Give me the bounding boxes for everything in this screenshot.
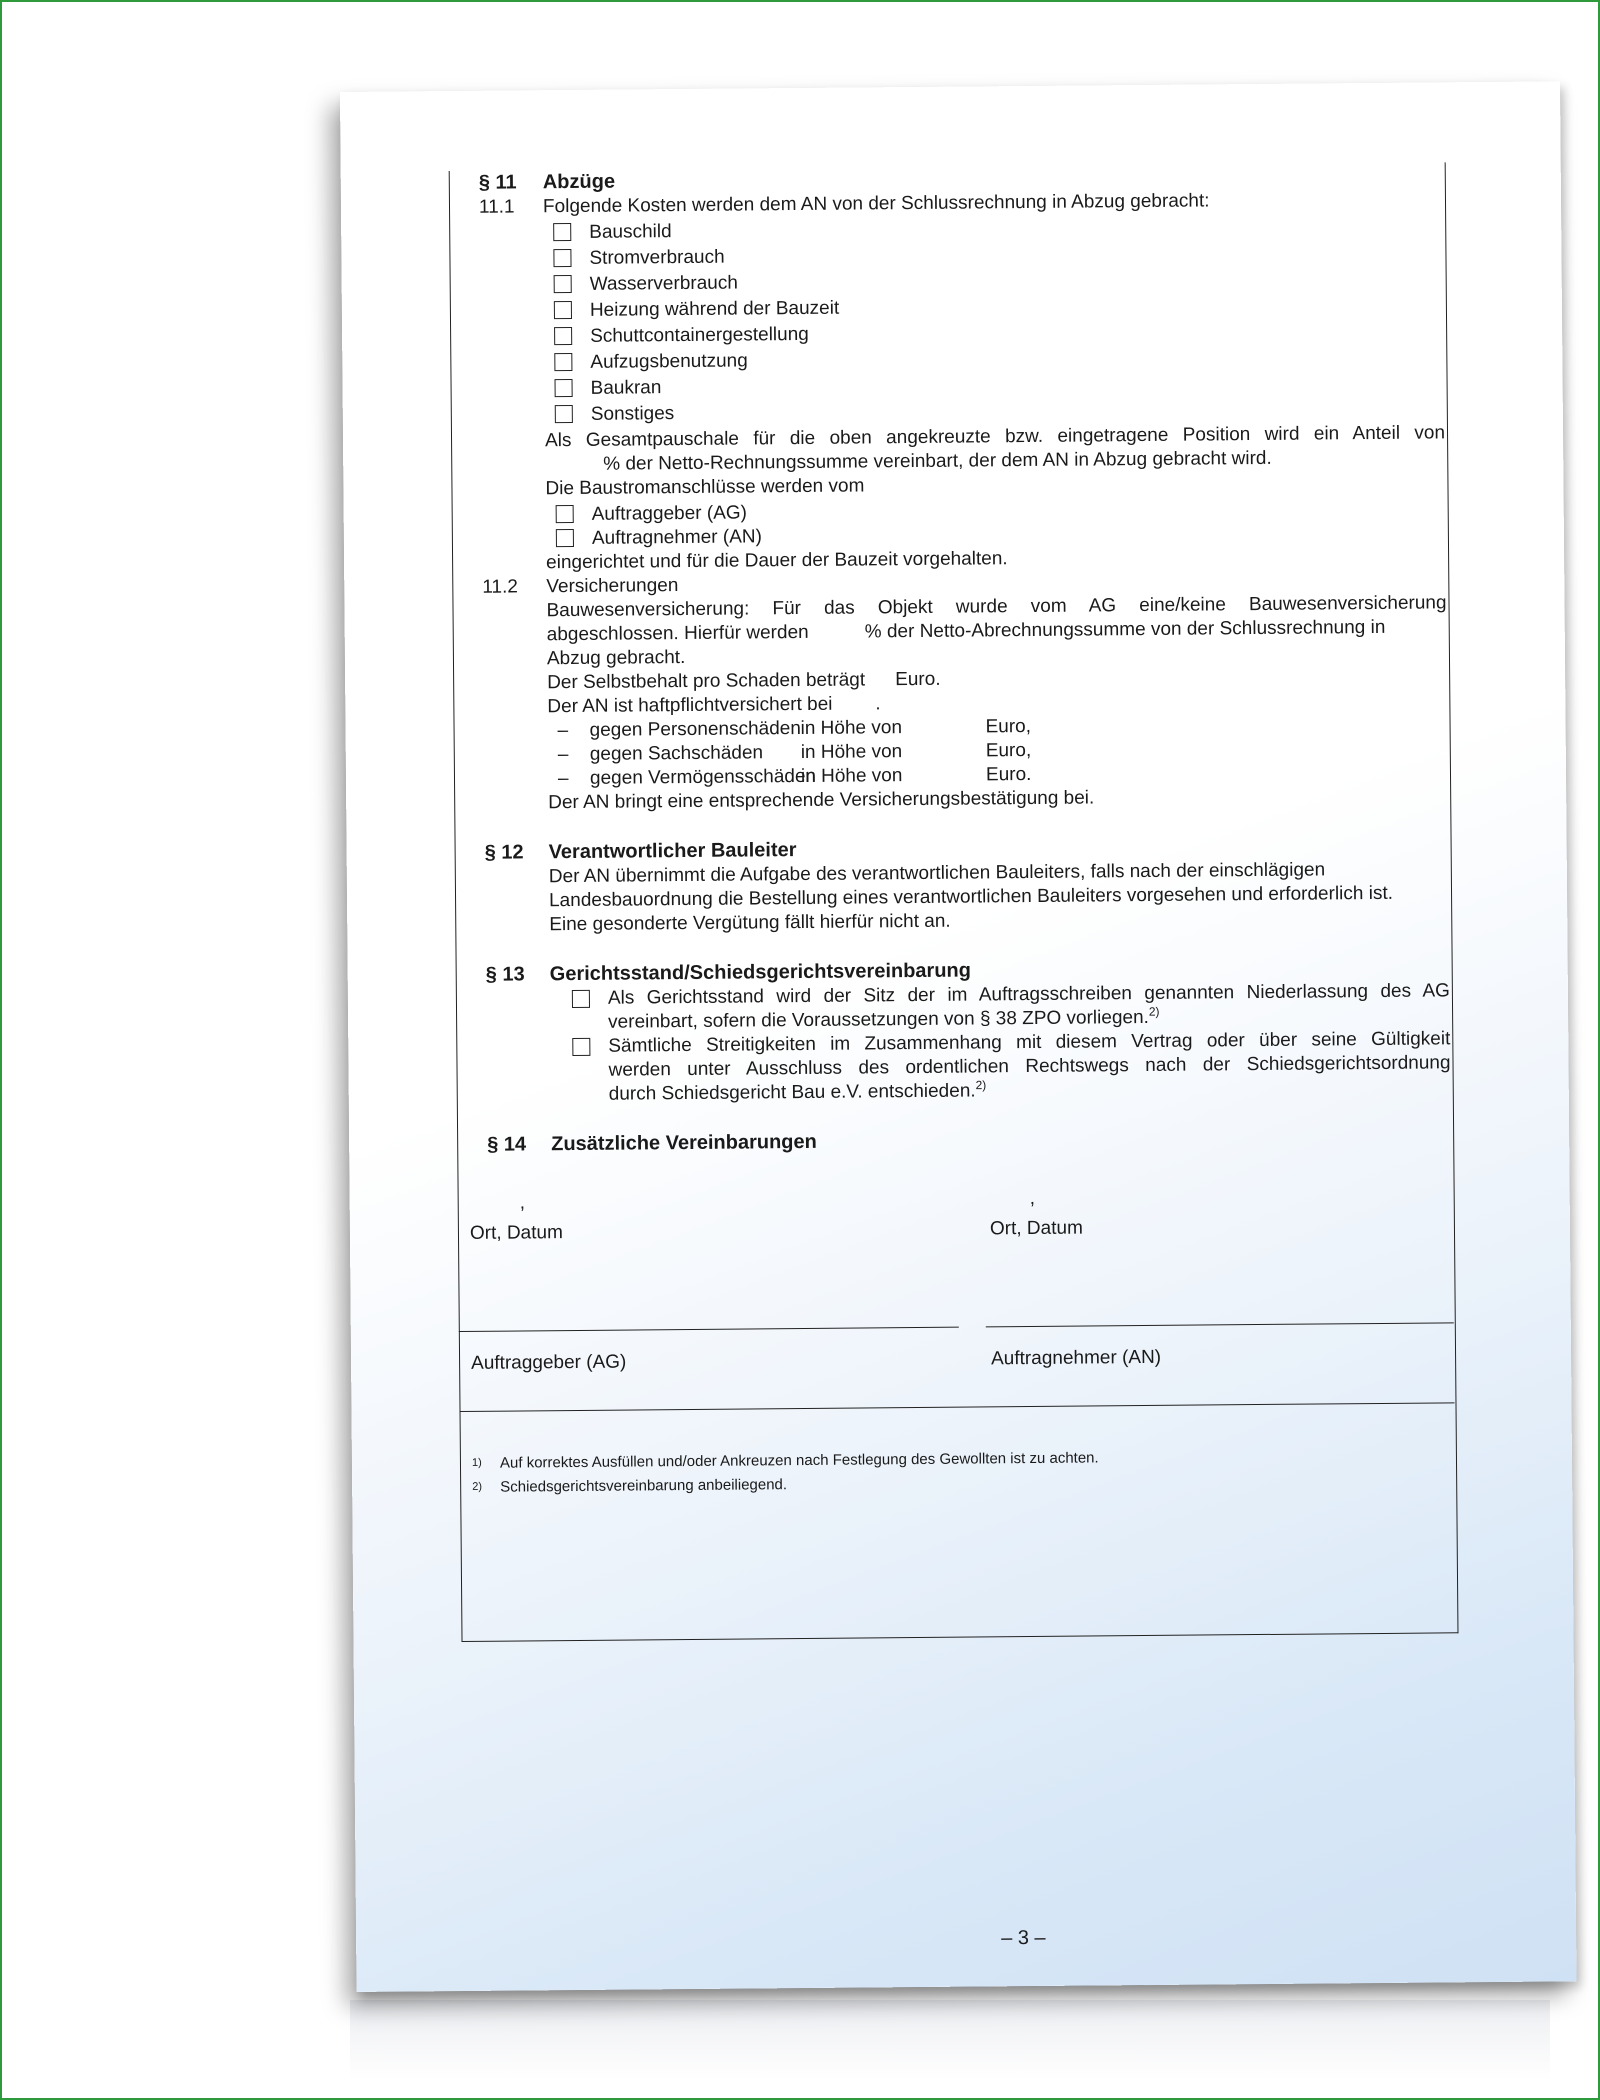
s13-option-2-text-2: werden unter Ausschluss des ordentlichen Rechtswegs nach der Schiedsgerichtsordnung (608, 1052, 1451, 1081)
paragraph-title: Versicherungen (546, 575, 679, 598)
section-title: Verantwortlicher Bauleiter (548, 839, 797, 864)
s13-option-1-text-2: vereinbart, sofern die Voraussetzungen von § 38 ZPO vorliegen. (608, 1006, 1149, 1033)
checkbox[interactable] (555, 405, 573, 423)
section-number: § 12 (484, 841, 524, 864)
coverage-label: gegen Vermögensschäden (589, 765, 817, 789)
ag-label: Auftraggeber (AG) (471, 1351, 627, 1374)
bestaetigung-text: Der AN bringt eine entsprechende Versicherungsbestätigung bei. (548, 787, 1095, 814)
footnote-text: Auf korrektes Ausfüllen und/oder Ankreuzen nach Festlegung des Gewollten ist zu achten. (499, 1449, 1099, 1472)
paragraph-number: 11.1 (478, 196, 515, 218)
section-number: § 13 (485, 963, 525, 986)
baustrom-text: Die Baustromanschlüsse werden vom (545, 475, 865, 500)
checkbox[interactable] (554, 275, 572, 293)
s13-option-2-text-3: durch Schiedsgericht Bau e.V. entschieden. (608, 1080, 976, 1105)
document-page (340, 81, 1577, 1992)
section-title: Abzüge (542, 170, 616, 194)
pauschale-text: Als Gesamtpauschale für die oben angekreuzte bzw. eingetragene Position wird ein Anteil von (544, 422, 1446, 452)
checkbox[interactable] (555, 379, 573, 397)
footnote-text: Schiedsgerichtsvereinbarung anbeiliegend. (500, 1476, 788, 1496)
checkbox-label: Stromverbrauch (589, 246, 725, 269)
checkbox-label: Aufzugsbenutzung (590, 350, 748, 373)
page-reflection (350, 2000, 1550, 2080)
checkbox-label: Wasserverbrauch (589, 272, 738, 295)
bauwesen-text-3: Abzug gebracht. (546, 647, 686, 670)
checkbox[interactable] (553, 223, 571, 241)
coverage-mid: in Höhe von (800, 717, 903, 740)
checkbox-label: Baukran (590, 377, 662, 399)
section-title: Gerichtsstand/Schiedsgerichtsvereinbarung (549, 959, 972, 986)
s12-text: Landesbauordnung die Bestellung eines verantwortlichen Bauleiters vorgesehen und erforderlich ist. (548, 882, 1394, 912)
coverage-end: Euro, (985, 715, 1032, 738)
an-label: Auftragnehmer (AN) (990, 1346, 1162, 1370)
ag-comma: , (519, 1192, 526, 1214)
dash: – (557, 768, 569, 790)
checkbox[interactable] (553, 249, 571, 267)
checkbox[interactable] (554, 301, 572, 319)
checkbox-label: Sonstiges (590, 403, 675, 425)
haftpflicht-end: . (875, 693, 881, 715)
checkbox-label: Heizung während der Bauzeit (589, 297, 840, 321)
paragraph-number: 11.2 (482, 576, 518, 598)
footnote-number: 1) (471, 1456, 482, 1469)
dash: – (557, 744, 569, 766)
coverage-mid: in Höhe von (800, 741, 903, 764)
haftpflicht-text: Der AN ist haftpflichtversichert bei (547, 693, 833, 718)
section-number: § 11 (478, 171, 517, 194)
bauwesen-text-2b: % der Netto-Abrechnungssumme von der Schlussrechnung in (864, 616, 1386, 643)
paragraph-text: Folgende Kosten werden dem AN von der Schlussrechnung in Abzug gebracht: (542, 190, 1210, 218)
checkbox[interactable] (572, 990, 590, 1008)
checkbox[interactable] (554, 327, 572, 345)
checkbox-label: Auftragnehmer (AN) (591, 526, 763, 549)
coverage-end: Euro, (985, 739, 1032, 762)
selbstbehalt-text: Der Selbstbehalt pro Schaden beträgt (547, 669, 866, 694)
pauschale-text-2: % der Netto-Rechnungssumme vereinbart, der dem AN in Abzug gebracht wird. (603, 447, 1272, 475)
page-number: – 3 – (1001, 1926, 1046, 1950)
coverage-label: gegen Personenschäden (589, 718, 801, 741)
checkbox-label: Bauschild (589, 221, 672, 243)
checkbox[interactable] (556, 529, 574, 547)
section-number: § 14 (487, 1133, 527, 1156)
dash: – (557, 720, 569, 742)
checkbox[interactable] (572, 1038, 590, 1056)
checkbox-label: Auftraggeber (AG) (591, 502, 748, 525)
document-content (461, 162, 1465, 1950)
s12-text: Eine gesonderte Vergütung fällt hierfür nicht an. (549, 910, 951, 936)
eingerichtet-text: eingerichtet und für die Dauer der Bauzeit vorgehalten. (546, 548, 1008, 574)
coverage-mid: in Höhe von (800, 765, 903, 788)
coverage-end: Euro. (985, 763, 1032, 786)
footnote-ref: 2) (975, 1078, 987, 1093)
selbstbehalt-unit: Euro. (895, 668, 941, 691)
ag-ort-datum: Ort, Datum (469, 1222, 563, 1244)
an-comma: , (1029, 1187, 1036, 1210)
checkbox[interactable] (554, 353, 572, 371)
footnote-number: 2) (472, 1480, 483, 1493)
footnote-ref: 2) (1148, 1004, 1160, 1019)
checkbox-label: Schuttcontainergestellung (590, 323, 809, 347)
bauwesen-text-2a: abgeschlossen. Hierfür werden (546, 621, 809, 646)
s13-option-1-text: Als Gerichtsstand wird der Sitz der im Auftragsschreiben genannten Niederlassung des AG (607, 980, 1450, 1009)
checkbox[interactable] (556, 505, 574, 523)
coverage-label: gegen Sachschäden (589, 742, 764, 765)
an-ort-datum: Ort, Datum (989, 1217, 1083, 1240)
s12-text: Der AN übernimmt die Aufgabe des verantwortlichen Bauleiters, falls nach der einschlägigen (548, 859, 1326, 888)
s13-option-2-text: Sämtliche Streitigkeiten im Zusammenhang mit diesem Vertrag oder über seine Gültigkeit (608, 1028, 1451, 1057)
section-title: Zusätzliche Vereinbarungen (551, 1130, 817, 1156)
bauwesen-text-1: Bauwesenversicherung: Für das Objekt wurde vom AG eine/keine Bauwesenversicherung (546, 592, 1447, 622)
